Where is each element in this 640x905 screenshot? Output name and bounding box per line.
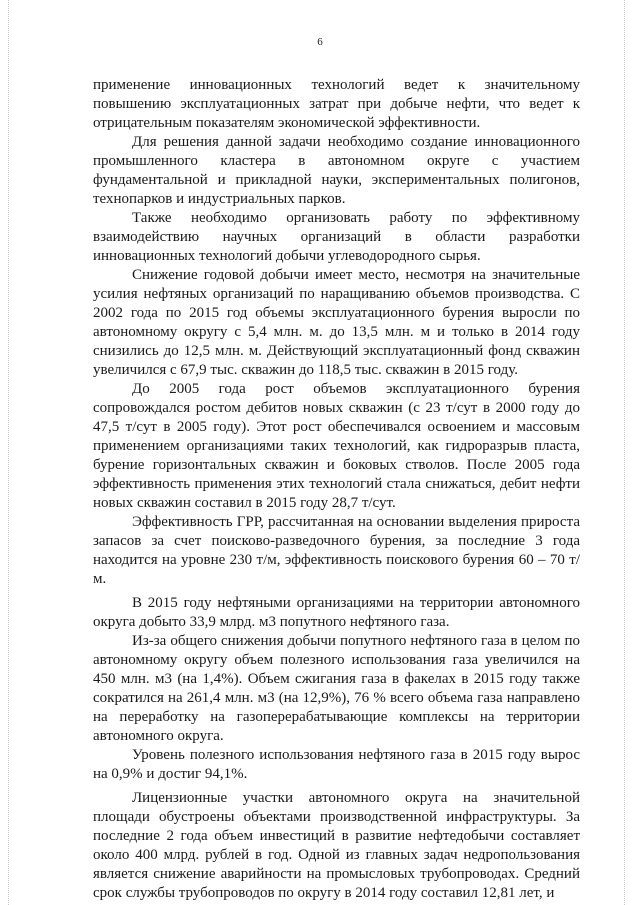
paragraph: Из-за общего снижения добычи попутного нефтяного газа в целом по автономному округу объем полезного использования газа увеличился на 450 млн. м3 (на 1,4%). Объем сжигания газа в факелах в 2015 году также сократился на 261,4 млн. м3 (на 12,9%), 76 % всего объема газа направлено на переработку на газоперерабатывающие комплексы на территории автономного округа. [93,633,580,744]
page-number: 6 [317,36,323,48]
paragraph: Лицензионные участки автономного округа на значительной площади обустроены объектами производственной инфраструктуры. За последние 2 года объем инвестиций в развитие нефтедобычи составляет около 400 млрд. рублей в год. Одной из главных задач недропользования является снижение аварийности на промысловых трубопроводах. Средний срок службы трубопроводов по округу в 2014 году составил 12,81 лет, и [93,790,580,901]
paragraph: В 2015 году нефтяными организациями на территории автономного округа добыто 33,9 млрд. м3 попутного нефтяного газа. [93,595,580,630]
scan-edge-right [624,0,626,905]
paragraph: До 2005 года рост объемов эксплуатационного бурения сопровождался ростом дебитов новых скважин (с 23 т/сут в 2000 году до 47,5 т/сут в 2005 году). Этот рост обеспечивался освоением и массовым применением организациями таких технологий, как гидроразрыв пласта, бурение горизонтальных скважин и боковых стволов. После 2005 года эффективность применения этих технологий стала снижаться, дебит нефти новых скважин составил в 2015 году 28,7 т/сут. [93,381,580,511]
paragraph: Уровень полезного использования нефтяного газа в 2015 году вырос на 0,9% и достиг 94,1%. [93,747,580,782]
paragraph: Для решения данной задачи необходимо создание инновационного промышленного кластера в автономном округе с участием фундаментальной и прикладной науки, экспериментальных полигонов, технопарков и индустриальных парков. [93,134,580,207]
paragraph: Также необходимо организовать работу по эффективному взаимодействию научных организаций в области разработки инновационных технологий добычи углеводородного сырья. [93,210,580,264]
paragraph: Снижение годовой добычи имеет место, несмотря на значительные усилия нефтяных организаций по наращиванию объемов производства. С 2002 года по 2015 год объемы эксплуатационного бурения выросли по автономному округу с 5,4 млн. м. до 13,5 млн. м и только в 2014 году снизились до 12,5 млн. м. Действующий эксплуатационный фонд скважин увеличился с 67,9 тыс. скважин до 118,5 тыс. скважин в 2015 году. [93,267,580,378]
paragraph: Эффективность ГРР, рассчитанная на основании выделения прироста запасов за счет поисково-разведочного бурения, за последние 3 года находится на уровне 230 т/м, эффективность поискового бурения 60 – 70 т/м. [93,514,580,587]
paragraph: применение инновационных технологий ведет к значительному повышению эксплуатационных затрат при добыче нефти, что ведет к отрицательным показателям экономической эффективности. [93,77,580,131]
body-text [93,76,580,903]
scan-edge-left [8,0,10,905]
